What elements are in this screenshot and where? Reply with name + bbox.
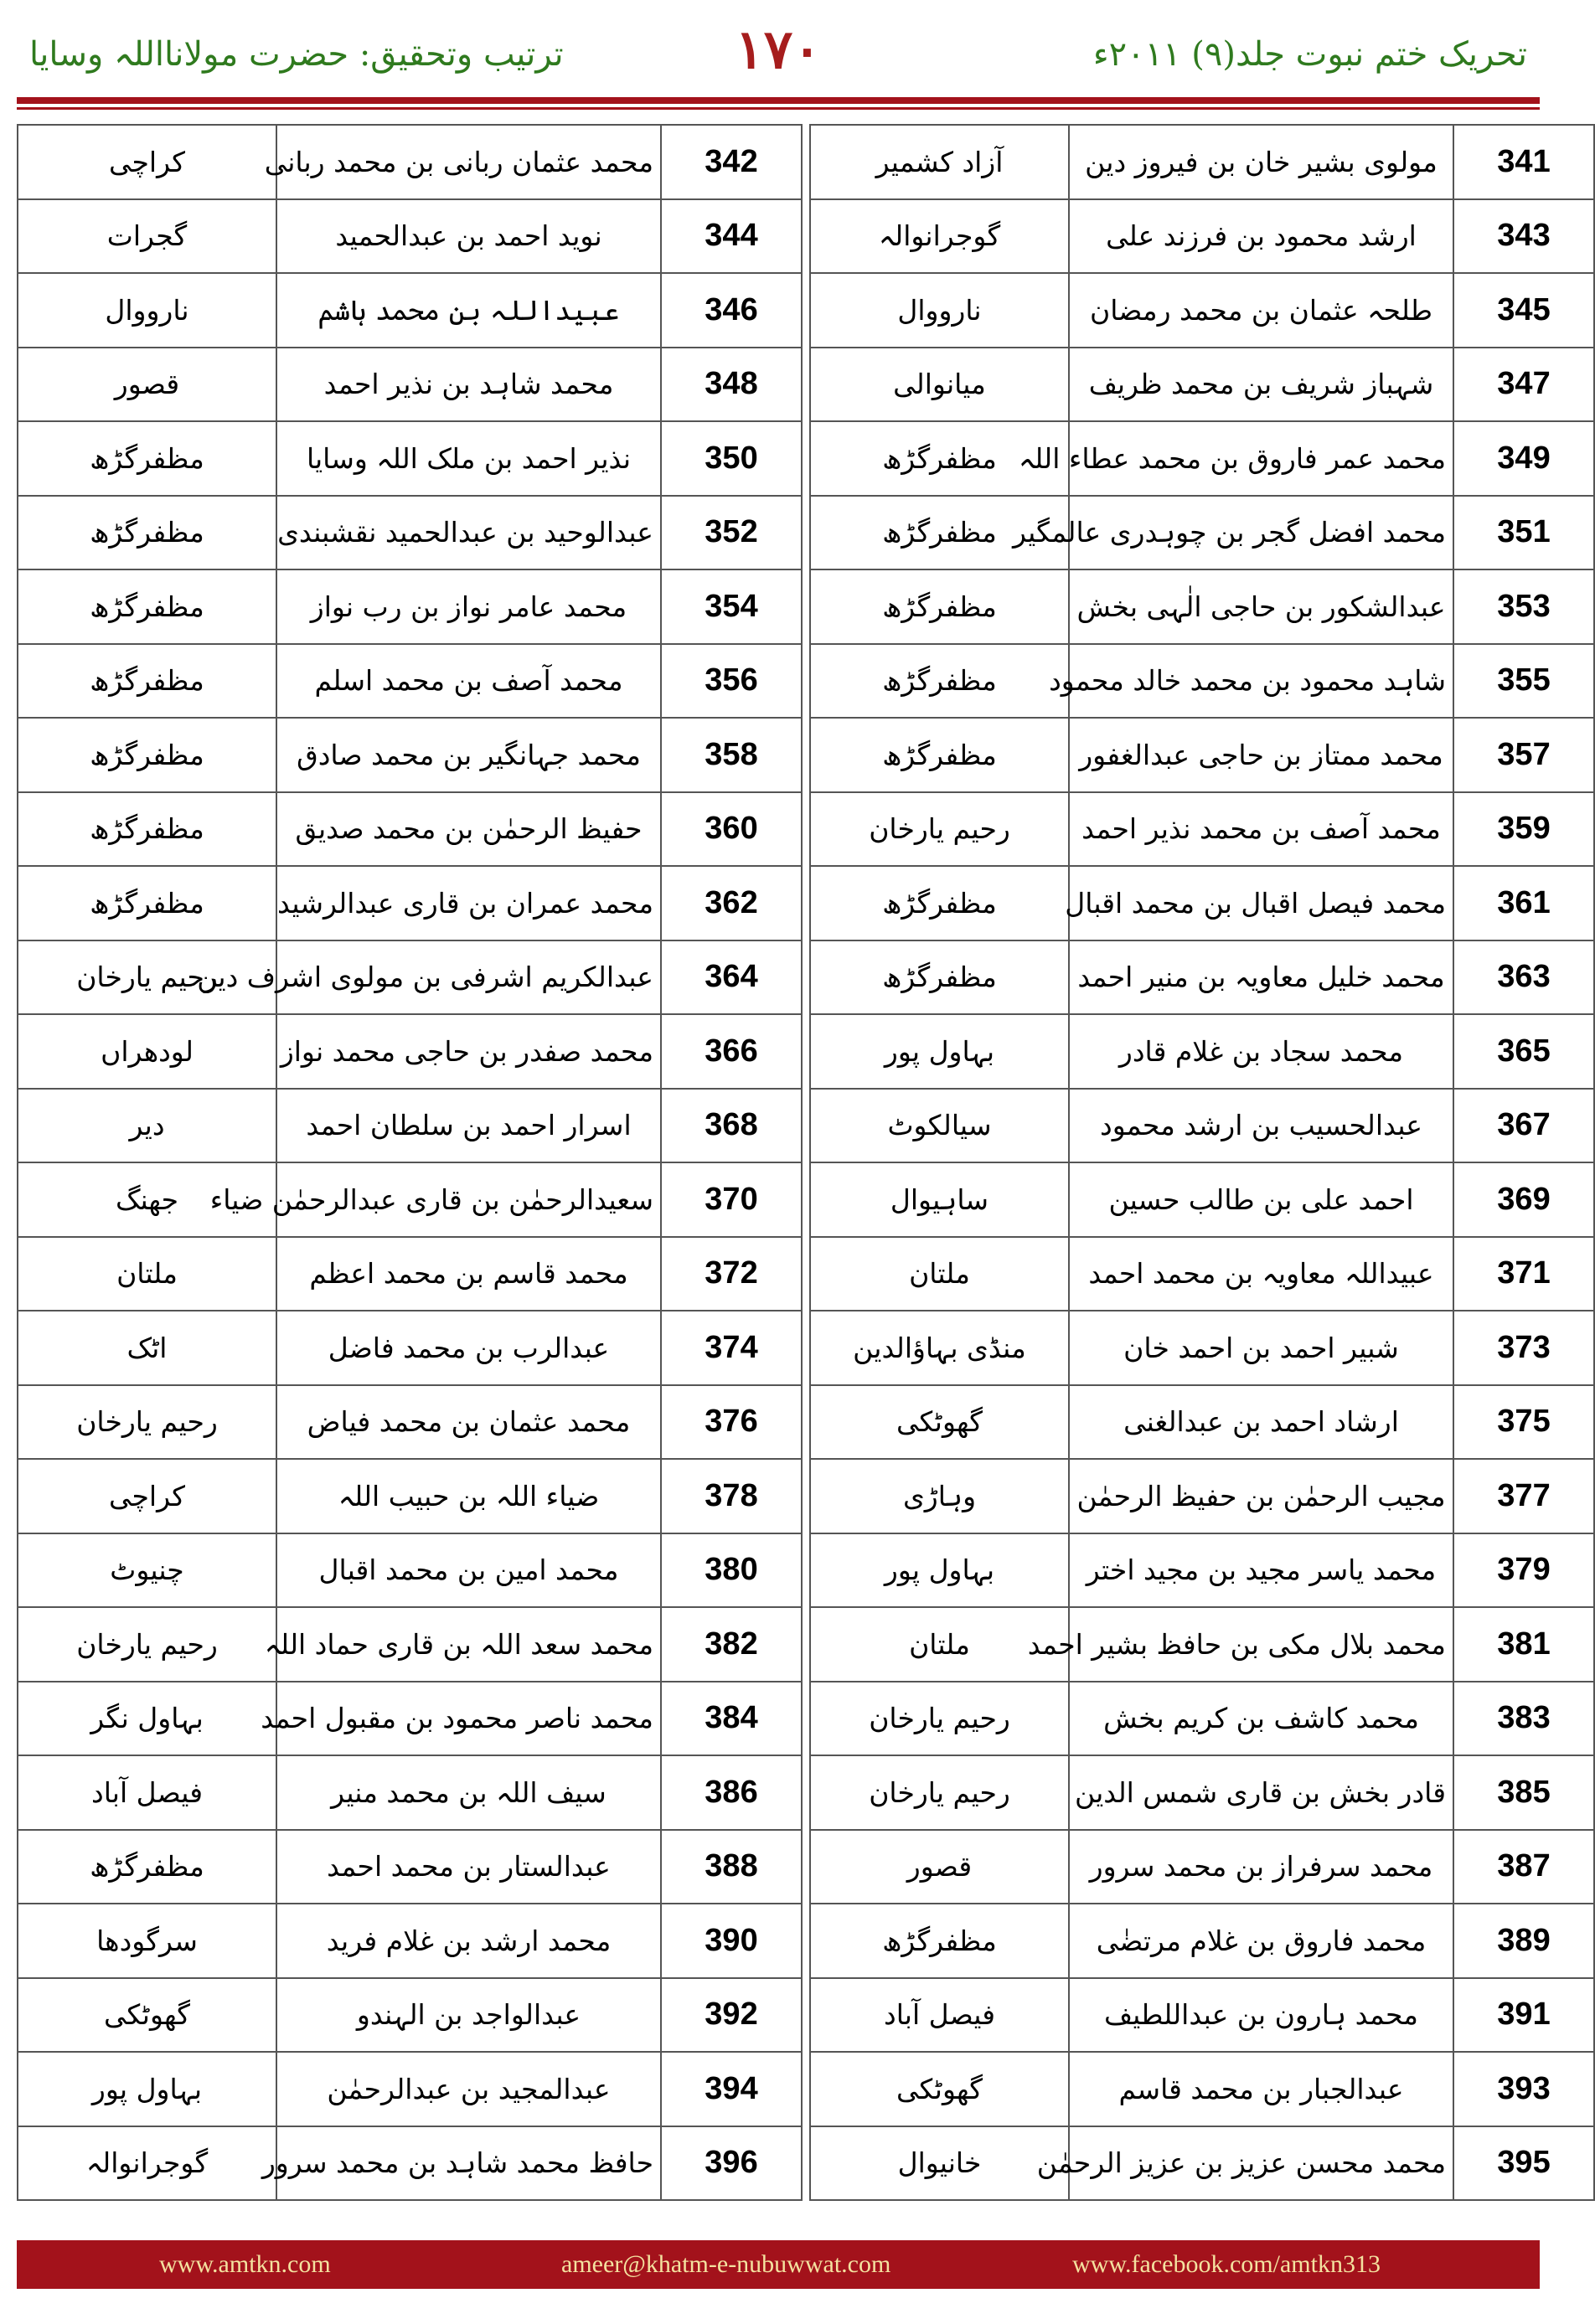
table-row — [18, 792, 1594, 867]
entry-city: لودھراں — [18, 1014, 276, 1089]
column-divider — [802, 199, 810, 274]
entry-city: فیصل آباد — [810, 1978, 1069, 2053]
entry-number: 353 — [1453, 569, 1594, 644]
entry-number: 393 — [1453, 2052, 1594, 2126]
entry-number: 392 — [661, 1978, 802, 2053]
entry-number: 386 — [661, 1755, 802, 1830]
entry-number: 350 — [661, 421, 802, 496]
table-row — [18, 125, 1594, 199]
entry-number: 352 — [661, 496, 802, 570]
entry-name: نذیر احمد بن ملک اللہ وسایا — [276, 421, 661, 496]
entry-name: محمد قاسم بن محمد اعظم — [276, 1237, 661, 1311]
entry-number: 385 — [1453, 1755, 1594, 1830]
entry-number: 362 — [661, 866, 802, 940]
entry-number: 360 — [661, 792, 802, 867]
table-row — [18, 1904, 1594, 1978]
table-row — [18, 1162, 1594, 1237]
entry-name: محمد بلال مکی بن حافظ بشیر احمد — [1069, 1607, 1453, 1682]
entry-number: 354 — [661, 569, 802, 644]
entry-name: قادر بخش بن قاری شمس الدین — [1069, 1755, 1453, 1830]
entry-name: ارشد محمود بن فرزند علی — [1069, 199, 1453, 274]
column-divider — [802, 2126, 810, 2201]
column-divider — [802, 1682, 810, 1756]
entry-city: مظفرگڑھ — [810, 569, 1069, 644]
entry-city: میانوالی — [810, 348, 1069, 422]
entry-name: عبیداللہ بن محمد ہاشم — [276, 273, 661, 348]
table-row — [18, 569, 1594, 644]
entry-city: آزاد کشمیر — [810, 125, 1069, 199]
entry-number: 387 — [1453, 1830, 1594, 1904]
entry-number: 355 — [1453, 644, 1594, 719]
entry-name: شبیر احمد بن احمد خان — [1069, 1311, 1453, 1385]
entry-city: نارووال — [18, 273, 276, 348]
entry-city: رحیم یارخان — [18, 1607, 276, 1682]
header-compiler: ترتیب وتحقیق: حضرت مولانااللہ وسایا — [29, 35, 564, 74]
table-row — [18, 1755, 1594, 1830]
entry-name: عبدالستار بن محمد احمد — [276, 1830, 661, 1904]
entry-city: مظفرگڑھ — [18, 496, 276, 570]
entry-number: 367 — [1453, 1089, 1594, 1163]
entry-city: چنیوٹ — [18, 1533, 276, 1608]
table-row — [18, 1089, 1594, 1163]
entry-number: 370 — [661, 1162, 802, 1237]
entry-number: 351 — [1453, 496, 1594, 570]
entry-name: محمد شاہد بن نذیر احمد — [276, 348, 661, 422]
entry-number: 363 — [1453, 940, 1594, 1015]
column-divider — [802, 718, 810, 792]
entry-city: مظفرگڑھ — [810, 718, 1069, 792]
entry-number: 376 — [661, 1385, 802, 1460]
table-row — [18, 2126, 1594, 2201]
column-divider — [802, 348, 810, 422]
column-divider — [802, 2052, 810, 2126]
entry-city: مظفرگڑھ — [18, 792, 276, 867]
table-row — [18, 1682, 1594, 1756]
entry-city: رحیم یارخان — [810, 1682, 1069, 1756]
column-divider — [802, 1089, 810, 1163]
entry-city: بہاول پور — [810, 1014, 1069, 1089]
entry-city: منڈی بہاؤالدین — [810, 1311, 1069, 1385]
entry-city: دیر — [18, 1089, 276, 1163]
entry-name: شہباز شریف بن محمد ظریف — [1069, 348, 1453, 422]
column-divider — [802, 1385, 810, 1460]
table-row — [18, 940, 1594, 1015]
column-divider — [802, 273, 810, 348]
entry-number: 379 — [1453, 1533, 1594, 1608]
column-divider — [802, 1978, 810, 2053]
footer-facebook-link[interactable]: www.facebook.com/amtkn313 — [1072, 2250, 1381, 2278]
entry-name: محمد عثمان بن محمد فیاض — [276, 1385, 661, 1460]
entry-name: محمد سعد اللہ بن قاری حماد اللہ — [276, 1607, 661, 1682]
entry-name: عبدالشکور بن حاجی الٰہی بخش — [1069, 569, 1453, 644]
entry-number: 372 — [661, 1237, 802, 1311]
entry-name: طلحہ عثمان بن محمد رمضان — [1069, 273, 1453, 348]
entry-name: مولوی بشیر خان بن فیروز دین — [1069, 125, 1453, 199]
column-divider — [802, 1755, 810, 1830]
entry-name: عبدالکریم اشرفی بن مولوی اشرف دین — [276, 940, 661, 1015]
entry-city: مظفرگڑھ — [810, 421, 1069, 496]
entry-name: محمد محسن عزیز بن عزیز الرحمٰن — [1069, 2126, 1453, 2201]
entry-name: سیف اللہ بن محمد منیر — [276, 1755, 661, 1830]
entry-number: 395 — [1453, 2126, 1594, 2201]
entry-name: ارشاد احمد بن عبدالغنی — [1069, 1385, 1453, 1460]
entry-name: عبدالجبار بن محمد قاسم — [1069, 2052, 1453, 2126]
column-divider — [802, 1162, 810, 1237]
entry-name: محمد عثمان ربانی بن محمد ربانی — [276, 125, 661, 199]
entry-number: 377 — [1453, 1459, 1594, 1533]
footer-email-link[interactable]: ameer@khatm-e-nubuwwat.com — [561, 2250, 891, 2278]
column-divider — [802, 1607, 810, 1682]
entry-city: مظفرگڑھ — [18, 421, 276, 496]
entry-number: 364 — [661, 940, 802, 1015]
entry-number: 391 — [1453, 1978, 1594, 2053]
entry-city: رحیم یارخان — [18, 940, 276, 1015]
entry-city: مظفرگڑھ — [18, 569, 276, 644]
column-divider — [802, 644, 810, 719]
names-table-body — [18, 125, 1594, 2200]
entry-city: ساہیوال — [810, 1162, 1069, 1237]
entry-city: وہاڑی — [810, 1459, 1069, 1533]
entry-number: 361 — [1453, 866, 1594, 940]
entry-city: بہاول پور — [810, 1533, 1069, 1608]
column-divider — [802, 125, 810, 199]
column-divider — [802, 569, 810, 644]
table-row — [18, 866, 1594, 940]
entry-city: کراچی — [18, 1459, 276, 1533]
entry-name: محمد ہارون بن عبداللطیف — [1069, 1978, 1453, 2053]
entry-number: 349 — [1453, 421, 1594, 496]
entry-city: سرگودھا — [18, 1904, 276, 1978]
page-number: ۱۷۰ — [735, 18, 822, 81]
entry-city: مظفرگڑھ — [810, 1904, 1069, 1978]
entry-name: عبدالوحید بن عبدالحمید نقشبندی — [276, 496, 661, 570]
entry-number: 371 — [1453, 1237, 1594, 1311]
entry-number: 380 — [661, 1533, 802, 1608]
entry-number: 341 — [1453, 125, 1594, 199]
entry-number: 343 — [1453, 199, 1594, 274]
footer-website-link[interactable]: www.amtkn.com — [159, 2250, 331, 2278]
entry-city: قصور — [810, 1830, 1069, 1904]
table-row — [18, 273, 1594, 348]
entry-city: کراچی — [18, 125, 276, 199]
entry-number: 390 — [661, 1904, 802, 1978]
entry-number: 396 — [661, 2126, 802, 2201]
table-row — [18, 1459, 1594, 1533]
entry-number: 366 — [661, 1014, 802, 1089]
entry-city: گھوٹکی — [810, 2052, 1069, 2126]
entry-name: حافظ محمد شاہد بن محمد سرور — [276, 2126, 661, 2201]
table-row — [18, 644, 1594, 719]
entry-name: اسرار احمد بن سلطان احمد — [276, 1089, 661, 1163]
entry-name: محمد سرفراز بن محمد سرور — [1069, 1830, 1453, 1904]
entry-city: مظفرگڑھ — [18, 718, 276, 792]
entry-name: محمد کاشف بن کریم بخش — [1069, 1682, 1453, 1756]
entry-number: 389 — [1453, 1904, 1594, 1978]
entry-number: 373 — [1453, 1311, 1594, 1385]
column-divider — [802, 792, 810, 867]
table-row — [18, 199, 1594, 274]
table-row — [18, 1607, 1594, 1682]
column-divider — [802, 1237, 810, 1311]
entry-name: عبدالرب بن محمد فاضل — [276, 1311, 661, 1385]
column-divider — [802, 1904, 810, 1978]
table-row — [18, 1311, 1594, 1385]
entry-number: 356 — [661, 644, 802, 719]
entry-number: 344 — [661, 199, 802, 274]
entry-name: محمد خلیل معاویہ بن منیر احمد — [1069, 940, 1453, 1015]
entry-name: محمد فاروق بن غلام مرتضٰی — [1069, 1904, 1453, 1978]
entry-name: عبدالواجد بن الہندو — [276, 1978, 661, 2053]
entry-name: شاہد محمود بن محمد خالد محمود — [1069, 644, 1453, 719]
entry-city: مظفرگڑھ — [810, 496, 1069, 570]
entry-name: محمد آصف بن محمد اسلم — [276, 644, 661, 719]
entry-name: احمد علی بن طالب حسین — [1069, 1162, 1453, 1237]
entry-city: فیصل آباد — [18, 1755, 276, 1830]
entry-name: محمد ارشد بن غلام فرید — [276, 1904, 661, 1978]
entry-city: رحیم یارخان — [810, 1755, 1069, 1830]
entry-number: 342 — [661, 125, 802, 199]
names-table-wrap — [17, 124, 1551, 2201]
entry-name: محمد ناصر محمود بن مقبول احمد — [276, 1682, 661, 1756]
entry-city: گوجرانوالہ — [810, 199, 1069, 274]
entry-city: ملتان — [18, 1237, 276, 1311]
table-row — [18, 1978, 1594, 2053]
entry-number: 369 — [1453, 1162, 1594, 1237]
entry-name: محمد امین بن محمد اقبال — [276, 1533, 661, 1608]
entry-city: خانیوال — [810, 2126, 1069, 2201]
entry-number: 374 — [661, 1311, 802, 1385]
names-table — [17, 124, 1595, 2201]
entry-number: 378 — [661, 1459, 802, 1533]
entry-number: 345 — [1453, 273, 1594, 348]
entry-city: مظفرگڑھ — [810, 866, 1069, 940]
table-row — [18, 1830, 1594, 1904]
entry-name: عبیداللہ معاویہ بن محمد احمد — [1069, 1237, 1453, 1311]
header-book-title: تحریک ختم نبوت جلد(۹) ۲۰۱۱ء — [1092, 35, 1527, 74]
entry-city: مظفرگڑھ — [810, 940, 1069, 1015]
table-row — [18, 718, 1594, 792]
entry-name: محمد عامر نواز بن رب نواز — [276, 569, 661, 644]
entry-number: 358 — [661, 718, 802, 792]
entry-number: 365 — [1453, 1014, 1594, 1089]
entry-name: ضیاء اللہ بن حبیب اللہ — [276, 1459, 661, 1533]
entry-city: بہاول پور — [18, 2052, 276, 2126]
entry-number: 383 — [1453, 1682, 1594, 1756]
entry-city: مظفرگڑھ — [18, 644, 276, 719]
entry-name: محمد صفدر بن حاجی محمد نواز — [276, 1014, 661, 1089]
entry-city: گھوٹکی — [18, 1978, 276, 2053]
entry-name: محمد عمران بن قاری عبدالرشید — [276, 866, 661, 940]
entry-name: محمد عمر فاروق بن محمد عطاء اللہ — [1069, 421, 1453, 496]
entry-number: 381 — [1453, 1607, 1594, 1682]
column-divider — [802, 1830, 810, 1904]
entry-name: نوید احمد بن عبدالحمید — [276, 199, 661, 274]
column-divider — [802, 421, 810, 496]
header-rule-thick — [17, 97, 1540, 104]
entry-name: محمد ممتاز بن حاجی عبدالغفور — [1069, 718, 1453, 792]
entry-city: گھوٹکی — [810, 1385, 1069, 1460]
entry-city: جھنگ — [18, 1162, 276, 1237]
entry-city: نارووال — [810, 273, 1069, 348]
table-row — [18, 2052, 1594, 2126]
entry-city: مظفرگڑھ — [18, 1830, 276, 1904]
page-footer — [17, 2240, 1540, 2289]
table-row — [18, 1385, 1594, 1460]
header-rule-thin — [17, 107, 1540, 110]
entry-name: محمد آصف بن محمد نذیر احمد — [1069, 792, 1453, 867]
table-row — [18, 421, 1594, 496]
column-divider — [802, 1311, 810, 1385]
entry-number: 357 — [1453, 718, 1594, 792]
column-divider — [802, 1533, 810, 1608]
entry-name: محمد فیصل اقبال بن محمد اقبال — [1069, 866, 1453, 940]
entry-number: 394 — [661, 2052, 802, 2126]
table-row — [18, 1533, 1594, 1608]
entry-city: قصور — [18, 348, 276, 422]
entry-city: رحیم یارخان — [810, 792, 1069, 867]
table-row — [18, 348, 1594, 422]
entry-name: محمد یاسر مجید بن مجید اختر — [1069, 1533, 1453, 1608]
entry-city: مظفرگڑھ — [18, 866, 276, 940]
entry-city: رحیم یارخان — [18, 1385, 276, 1460]
entry-number: 375 — [1453, 1385, 1594, 1460]
entry-number: 359 — [1453, 792, 1594, 867]
entry-number: 346 — [661, 273, 802, 348]
entry-city: اٹک — [18, 1311, 276, 1385]
entry-name: محمد جہانگیر بن محمد صادق — [276, 718, 661, 792]
entry-number: 382 — [661, 1607, 802, 1682]
entry-name: حفیظ الرحمٰن بن محمد صدیق — [276, 792, 661, 867]
entry-name: محمد افضل گجر بن چوہدری عالمگیر — [1069, 496, 1453, 570]
entry-name: عبدالمجید بن عبدالرحمٰن — [276, 2052, 661, 2126]
entry-name: عبدالحسیب بن ارشد محمود — [1069, 1089, 1453, 1163]
page-header — [0, 0, 1556, 117]
entry-city: ملتان — [810, 1607, 1069, 1682]
column-divider — [802, 1459, 810, 1533]
table-row — [18, 496, 1594, 570]
entry-name: سعیدالرحمٰن بن قاری عبدالرحمٰن ضیاء — [276, 1162, 661, 1237]
entry-city: گجرات — [18, 199, 276, 274]
entry-city: مظفرگڑھ — [810, 644, 1069, 719]
entry-city: بہاول نگر — [18, 1682, 276, 1756]
entry-city: گوجرانوالہ — [18, 2126, 276, 2201]
column-divider — [802, 1014, 810, 1089]
column-divider — [802, 940, 810, 1015]
entry-name: محمد سجاد بن غلام قادر — [1069, 1014, 1453, 1089]
entry-number: 348 — [661, 348, 802, 422]
entry-city: سیالکوٹ — [810, 1089, 1069, 1163]
table-row — [18, 1237, 1594, 1311]
table-row — [18, 1014, 1594, 1089]
entry-name: مجیب الرحمٰن بن حفیظ الرحمٰن — [1069, 1459, 1453, 1533]
entry-number: 388 — [661, 1830, 802, 1904]
entry-number: 347 — [1453, 348, 1594, 422]
column-divider — [802, 866, 810, 940]
entry-city: ملتان — [810, 1237, 1069, 1311]
entry-number: 368 — [661, 1089, 802, 1163]
column-divider — [802, 496, 810, 570]
entry-number: 384 — [661, 1682, 802, 1756]
